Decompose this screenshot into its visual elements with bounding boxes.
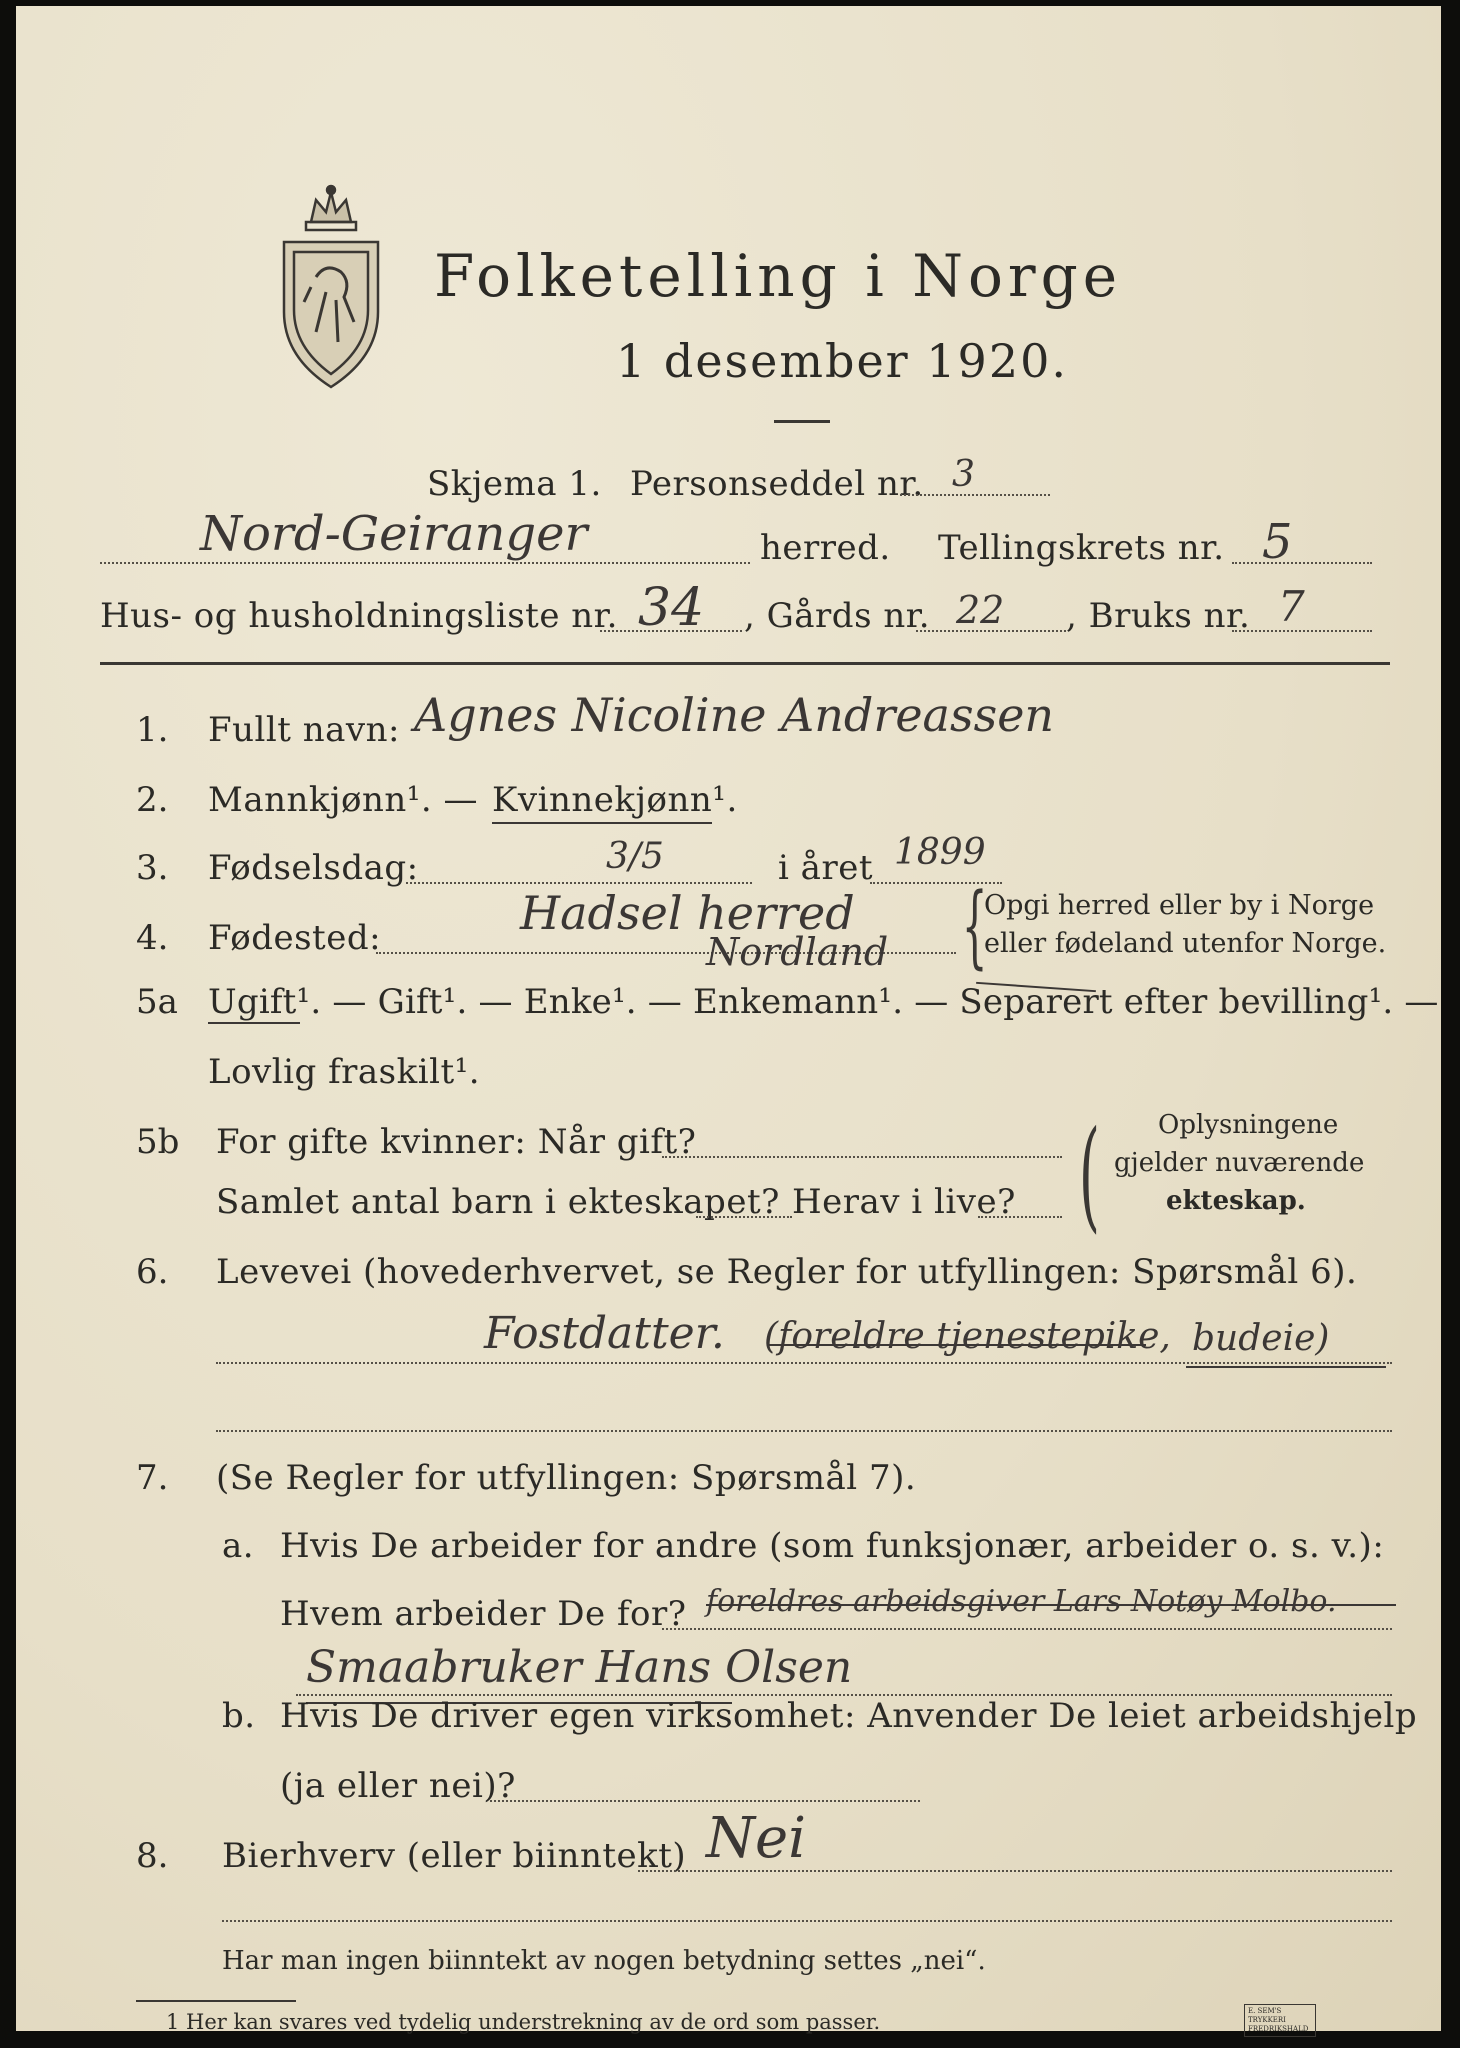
title-divider	[774, 420, 830, 423]
q8-answer[interactable]: Nei	[706, 1806, 807, 1871]
q2-number: 2.	[136, 780, 169, 820]
q5b-label-3: Herav i live?	[792, 1182, 1016, 1222]
q5b-note-3: ekteskap.	[1166, 1186, 1306, 1216]
q6-answer-end[interactable]: budeie)	[1192, 1318, 1330, 1359]
tellingskrets-line	[1232, 562, 1372, 564]
herred-value[interactable]: Nord-Geiranger	[200, 506, 588, 562]
tellingskrets-label: Tellingskrets nr.	[938, 528, 1225, 568]
bruks-value[interactable]: 7	[1278, 582, 1305, 631]
q7b-label-2: (ja eller nei)?	[280, 1766, 516, 1806]
q5b-note-2: gjelder nuværende	[1114, 1148, 1365, 1178]
coat-of-arms-icon	[266, 182, 396, 392]
q4-brace: {	[961, 874, 988, 979]
q6-strikethrough	[768, 1344, 1146, 1346]
q3-label: Fødselsdag:	[208, 848, 419, 888]
q2-female-underline	[492, 822, 712, 824]
q7b-line	[490, 1800, 920, 1802]
q7b-letter: b.	[222, 1696, 256, 1736]
q5b-brace: (	[1078, 1106, 1100, 1245]
q7a-answer[interactable]: Smaabruker Hans Olsen	[306, 1642, 853, 1693]
q8-label: Bierhverv (eller biinntekt)	[222, 1836, 687, 1876]
q6-label: Levevei (hovederhvervet, se Regler for utfyllingen: Spørsmål 6).	[216, 1252, 1358, 1292]
gards-value[interactable]: 22	[956, 588, 1005, 632]
q1-label: Fullt navn:	[208, 710, 400, 750]
footer-note: Har man ingen biinntekt av nogen betydning settes „nei“.	[222, 1946, 986, 1976]
q5a-number: 5a	[136, 982, 178, 1022]
q1-number: 1.	[136, 710, 169, 750]
q4-answer[interactable]: Hadsel herred	[520, 886, 855, 940]
personseddel-label: Personseddel nr.	[630, 464, 924, 504]
tellingskrets-value[interactable]: 5	[1262, 514, 1293, 570]
q2-female[interactable]: Kvinnekjønn¹.	[492, 780, 738, 820]
form-title: Folketelling i Norge	[434, 242, 1123, 310]
herred-label: herred.	[760, 528, 891, 568]
q3-number: 3.	[136, 848, 169, 888]
q3-day-line	[406, 882, 752, 884]
husliste-label: Hus- og husholdningsliste nr.	[100, 596, 618, 636]
footnote-rule	[136, 2000, 296, 2002]
q1-answer[interactable]: Agnes Nicoline Andreassen	[414, 688, 1055, 742]
q4-note-1: Opgi herred eller by i Norge	[984, 890, 1375, 921]
q8-line-2	[222, 1920, 1392, 1922]
q5a-options[interactable]: Ugift¹. — Gift¹. — Enke¹. — Enkemann¹. — Separert efter bevilling¹. —	[208, 982, 1439, 1022]
footnote: 1 Her kan svares ved tydelig understrekning av de ord som passer.	[166, 2010, 881, 2034]
q7a-struck[interactable]: foreldres arbeidsgiver Lars Notøy Molbo.	[706, 1584, 1337, 1619]
q7b-label: Hvis De driver egen virksomhet: Anvender De leiet arbeidshjelp	[280, 1696, 1418, 1736]
q7a-strikethrough	[706, 1604, 1396, 1606]
q8-number: 8.	[136, 1836, 169, 1876]
q3-year-label: i året	[778, 848, 873, 888]
bruks-label: , Bruks nr.	[1066, 596, 1251, 636]
header-divider	[100, 662, 1390, 665]
q7a-question: Hvem arbeider De for?	[280, 1594, 687, 1634]
personseddel-line	[900, 494, 1050, 496]
personseddel-value[interactable]: 3	[952, 454, 975, 495]
q7a-label: Hvis De arbeider for andre (som funksjonær, arbeider o. s. v.):	[280, 1526, 1385, 1566]
husliste-value[interactable]: 34	[638, 578, 705, 638]
q7-label: (Se Regler for utfyllingen: Spørsmål 7).	[216, 1458, 917, 1498]
q5b-line-3	[978, 1216, 1062, 1218]
q4-note-2: eller fødeland utenfor Norge.	[984, 928, 1387, 959]
q5b-label-1: For gifte kvinner: Når gift?	[216, 1122, 697, 1162]
q3-day[interactable]: 3/5	[606, 836, 664, 877]
q6-line-1	[216, 1362, 1392, 1364]
herred-line	[100, 562, 750, 564]
q5b-label-2: Samlet antal barn i ekteskapet?	[216, 1182, 780, 1222]
q6-answer-struck[interactable]: (foreldre tjenestepike,	[764, 1316, 1171, 1357]
q6-number: 6.	[136, 1252, 169, 1292]
q6-line-2	[216, 1430, 1392, 1432]
q2-male: Mannkjønn¹. —	[208, 780, 479, 820]
q4-answer-county[interactable]: Nordland	[706, 930, 889, 974]
q6-underline	[1186, 1366, 1386, 1368]
gards-label: , Gårds nr.	[744, 596, 931, 636]
q4-number: 4.	[136, 918, 169, 958]
q5b-note-1: Oplysningene	[1158, 1110, 1339, 1140]
q6-answer[interactable]: Fostdatter.	[484, 1308, 725, 1359]
q7-number: 7.	[136, 1458, 169, 1498]
q3-year[interactable]: 1899	[894, 832, 986, 873]
q5b-line-1	[662, 1156, 1062, 1158]
q7a-letter: a.	[222, 1526, 255, 1566]
q7a-line-1	[662, 1628, 1392, 1630]
form-date: 1 desember 1920.	[616, 334, 1068, 388]
q5b-line-2	[696, 1216, 792, 1218]
q4-label: Fødested:	[208, 918, 382, 958]
printer-mark: E. SEM'S TRYKKERI FREDRIKSHALD	[1244, 2004, 1316, 2037]
q5a-ugift-underline	[208, 1022, 300, 1024]
census-form	[16, 6, 1441, 2034]
q5b-number: 5b	[136, 1122, 180, 1162]
skjema-label: Skjema 1.	[427, 464, 602, 504]
q5a-options-2[interactable]: Lovlig fraskilt¹.	[208, 1052, 481, 1092]
